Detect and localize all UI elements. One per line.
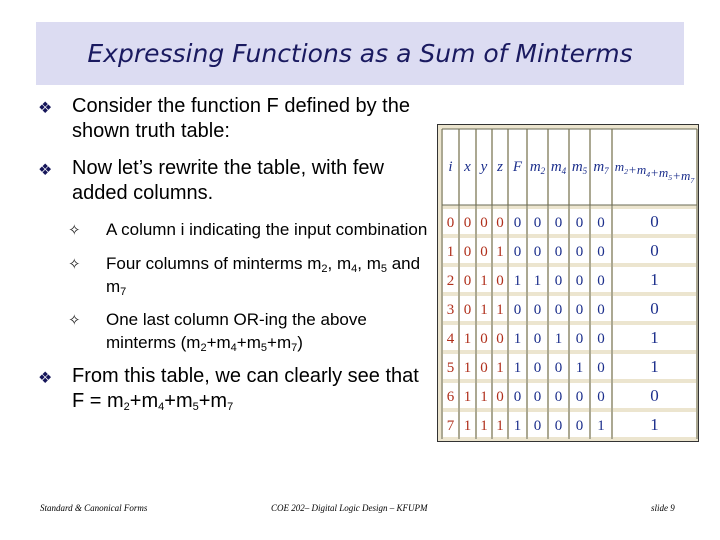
table-cell-value: 0 <box>575 273 584 289</box>
table-cell-value: 1 <box>513 360 522 376</box>
truth-table <box>438 125 698 441</box>
table-cell-value: 0 <box>480 360 488 376</box>
table-cell-value: 0 <box>575 244 584 260</box>
table-cell-value: 0 <box>496 273 504 289</box>
sub-bullet-3 <box>68 308 428 354</box>
column-header: $m_5$ <box>571 159 588 176</box>
table-cell-value: 0 <box>513 302 522 318</box>
column-header: i <box>448 159 453 175</box>
row-index: 7 <box>446 418 455 434</box>
table-cell-value: 0 <box>463 244 472 260</box>
sub-bullet-2-text: Four columns of minterms $m_2$, $m_4$, $m_5$ and $m_7$ <box>106 254 421 298</box>
bullet-list <box>38 94 428 426</box>
footer-slide-number: slide 9 <box>651 503 675 513</box>
truth-table-image <box>437 124 699 442</box>
table-cell-value: 1 <box>496 360 504 376</box>
table-cell-value: 1 <box>463 418 472 434</box>
table-cell-value: 1 <box>480 273 488 289</box>
table-cell-value: 0 <box>480 215 488 231</box>
row-index: 5 <box>446 360 455 376</box>
table-cell-value: 1 <box>463 331 472 347</box>
slide-title: Expressing Functions as a Sum of Minterms <box>87 39 633 68</box>
sub-bullet-1-text: A column i indicating the input combination <box>106 220 428 239</box>
row-index: 2 <box>446 273 455 289</box>
table-cell-value: 0 <box>513 215 522 231</box>
table-cell-value: 1 <box>496 244 504 260</box>
table-cell-value: 1 <box>480 302 488 318</box>
table-cell-value: 0 <box>597 331 605 347</box>
table-cell-value: 0 <box>575 418 584 434</box>
table-cell-value: 0 <box>575 302 584 318</box>
row-index: 6 <box>446 389 455 405</box>
table-cell-value: 0 <box>463 273 472 289</box>
column-header: $m_2+m_4+m_5+m_7$ <box>614 159 695 185</box>
table-cell-value: 0 <box>533 331 542 347</box>
table-cell-value: 1 <box>533 273 542 289</box>
bullet-1-text: Consider the function F defined by the shown truth table: <box>72 95 410 142</box>
table-cell-value: 0 <box>554 360 563 376</box>
diamond-bullet-icon: ❖ <box>38 162 53 179</box>
footer-left: Standard & Canonical Forms <box>40 503 148 513</box>
table-cell-value: 0 <box>650 299 659 318</box>
table-cell-value: 1 <box>480 389 488 405</box>
table-cell-value: 0 <box>533 389 542 405</box>
table-cell-value: 1 <box>554 331 563 347</box>
row-index: 0 <box>446 215 455 231</box>
row-index: 1 <box>446 244 455 260</box>
table-cell-value: 0 <box>597 302 605 318</box>
diamond-bullet-icon: ❖ <box>38 370 53 387</box>
table-cell-value: 0 <box>554 389 563 405</box>
column-header: F <box>512 159 523 175</box>
table-cell-value: 0 <box>597 215 605 231</box>
table-cell-value: 1 <box>650 328 659 347</box>
table-cell-value: 0 <box>496 331 504 347</box>
table-cell-value: 0 <box>513 244 522 260</box>
table-cell-value: 0 <box>463 215 472 231</box>
table-cell-value: 1 <box>575 360 584 376</box>
bullet-2-text: Now let’s rewrite the table, with few added columns. <box>72 157 384 204</box>
table-cell-value: 1 <box>480 418 488 434</box>
bullet-3 <box>38 364 428 414</box>
table-cell-value: 0 <box>554 418 563 434</box>
table-cell-value: 1 <box>496 418 504 434</box>
footer-center: COE 202– Digital Logic Design – KFUPM <box>271 503 428 513</box>
table-cell-value: 0 <box>597 360 605 376</box>
table-cell-value: 0 <box>463 302 472 318</box>
table-cell-value: 0 <box>554 244 563 260</box>
column-header: $m_4$ <box>550 159 567 176</box>
table-cell-value: 1 <box>513 273 522 289</box>
bullet-1 <box>38 94 428 144</box>
table-cell-value: 1 <box>650 415 659 434</box>
table-cell-value: 0 <box>513 389 522 405</box>
sub-bullet-1 <box>68 218 428 242</box>
star-bullet-icon: ✧ <box>68 256 81 273</box>
table-cell-value: 0 <box>533 215 542 231</box>
table-cell-value: 0 <box>533 244 542 260</box>
column-header: x <box>464 159 471 175</box>
sub-bullet-3-text: One last column OR-ing the above minterms $(m_2+m_4+m_5+m_7)$ <box>106 310 367 354</box>
table-cell-value: 0 <box>496 215 504 231</box>
table-cell-value: 1 <box>513 418 522 434</box>
column-header: $m_2$ <box>529 159 546 176</box>
table-cell-value: 0 <box>533 302 542 318</box>
table-cell-value: 0 <box>554 302 563 318</box>
table-cell-value: 1 <box>463 360 472 376</box>
table-cell-value: 0 <box>575 331 584 347</box>
column-header: z <box>497 159 503 175</box>
table-cell-value: 0 <box>575 215 584 231</box>
table-cell-value: 0 <box>650 212 659 231</box>
table-cell-value: 0 <box>650 241 659 260</box>
title-bar <box>36 22 684 85</box>
sub-bullet-2 <box>68 252 428 298</box>
table-cell-value: 0 <box>575 389 584 405</box>
table-cell-value: 0 <box>650 386 659 405</box>
table-cell-value: 0 <box>597 273 605 289</box>
row-index: 4 <box>446 331 455 347</box>
table-cell-value: 1 <box>597 418 605 434</box>
table-cell-value: 0 <box>597 244 605 260</box>
table-cell-value: 0 <box>597 389 605 405</box>
star-bullet-icon: ✧ <box>68 222 81 239</box>
table-cell-value: 1 <box>513 331 522 347</box>
table-cell-value: 0 <box>480 244 488 260</box>
table-cell-value: 0 <box>480 331 488 347</box>
table-cell-value: 0 <box>554 273 563 289</box>
table-cell-value: 1 <box>650 357 659 376</box>
star-bullet-icon: ✧ <box>68 312 81 329</box>
table-cell-value: 0 <box>533 418 542 434</box>
column-header: y <box>480 159 488 175</box>
table-cell-value: 1 <box>650 270 659 289</box>
bullet-3-text: From this table, we can clearly see that $F = m_2+m_4+m_5+m_7$ <box>72 365 419 413</box>
diamond-bullet-icon: ❖ <box>38 100 53 117</box>
bullet-2 <box>38 156 428 206</box>
table-cell-value: 0 <box>533 360 542 376</box>
table-cell-value: 0 <box>496 389 504 405</box>
column-header: $m_7$ <box>593 159 609 176</box>
table-cell-value: 1 <box>496 302 504 318</box>
table-cell-value: 0 <box>554 215 563 231</box>
row-index: 3 <box>446 302 455 318</box>
table-cell-value: 1 <box>463 389 472 405</box>
